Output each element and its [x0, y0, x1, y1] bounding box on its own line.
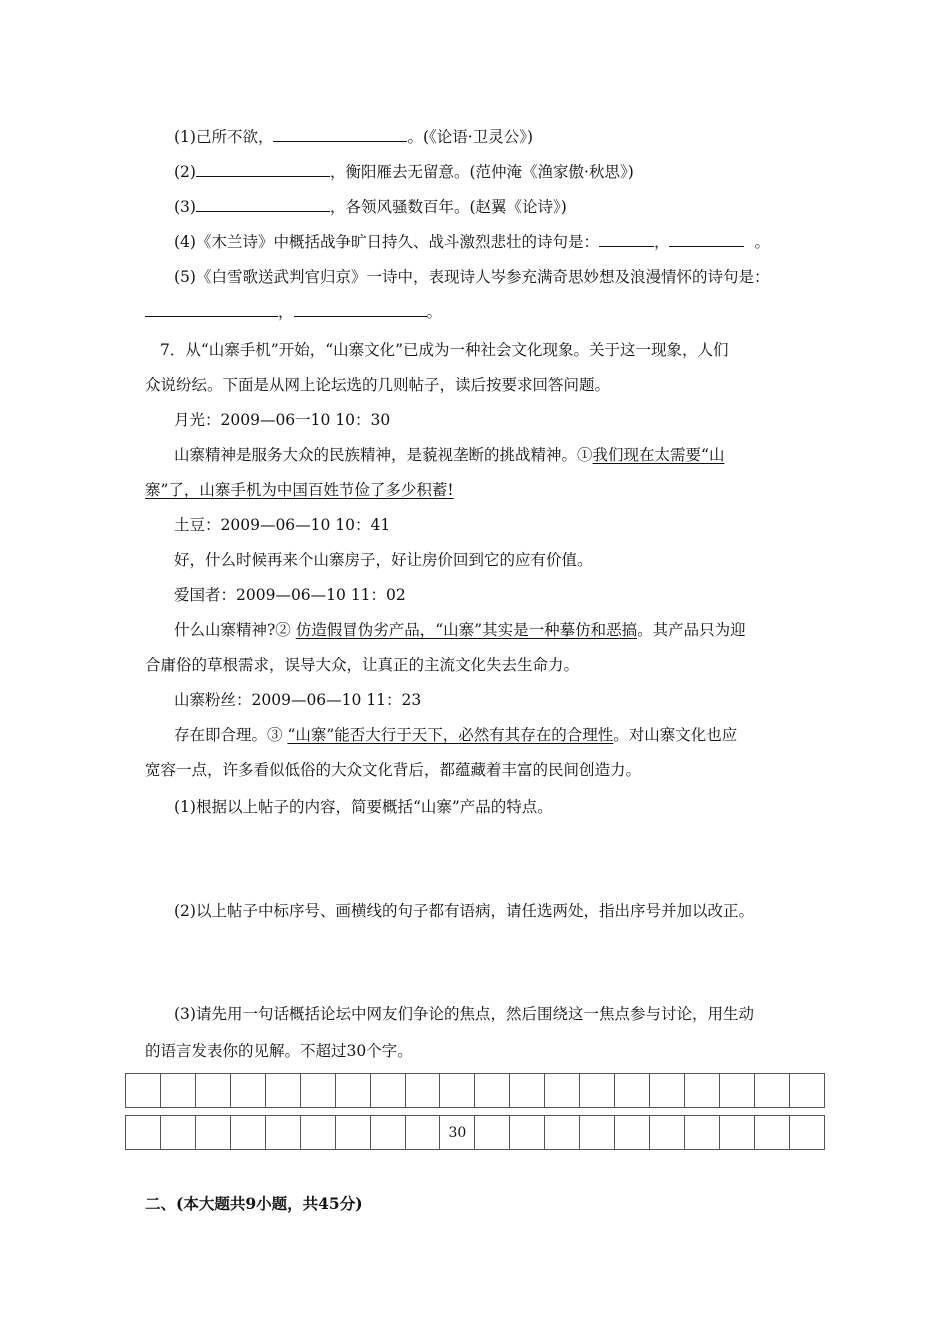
poem-text: ，各领风骚数百年。(赵翼《论诗》): [329, 198, 567, 216]
answer-blank[interactable]: [599, 231, 654, 247]
post-text: 什么山寨精神?②: [174, 621, 296, 639]
grid-cell[interactable]: [650, 1116, 685, 1150]
end-mark: 。: [754, 233, 770, 251]
grid-cell[interactable]: [160, 1074, 195, 1108]
grid-cell[interactable]: [510, 1074, 545, 1108]
grid-cell[interactable]: [615, 1116, 650, 1150]
underlined-sentence-1-cont: 寨”了，山寨手机为中国百姓节俭了多少积蓄!: [145, 481, 454, 499]
grid-cell[interactable]: [335, 1116, 370, 1150]
grid-cell[interactable]: [615, 1074, 650, 1108]
grid-cell[interactable]: [580, 1074, 615, 1108]
item-number: (3): [174, 198, 196, 216]
q7-intro-line-2: 众说纷纭。下面是从网上论坛选的几则帖子，读后按要求回答问题。: [145, 376, 611, 394]
q6-line-1: [174, 126, 533, 148]
post-3-header: 爱国者：2009—06—10 11：02: [174, 586, 406, 604]
post-text: 存在即合理。③: [174, 726, 288, 744]
grid-gap-row: [126, 1108, 825, 1116]
grid-cell[interactable]: [440, 1074, 475, 1108]
sub-question-1: (1)根据以上帖子的内容，简要概括“山寨”产品的特点。: [174, 798, 553, 816]
post-2-text: 好，什么时候再来个山寨房子，好让房价回到它的应有价值。: [174, 551, 593, 569]
grid-cell-count-mark: 30: [440, 1116, 475, 1150]
separator: ，: [653, 233, 670, 251]
grid-cell[interactable]: [370, 1074, 405, 1108]
post-1-header: 月光：2009—06一10 10：30: [174, 411, 391, 429]
underlined-sentence-2: 仿造假冒伪劣产品，“山寨”其实是一种摹仿和恶搞: [295, 621, 638, 639]
grid-cell[interactable]: [335, 1074, 370, 1108]
grid-cell[interactable]: [685, 1074, 720, 1108]
grid-row: [126, 1116, 825, 1150]
grid-cell[interactable]: [195, 1074, 230, 1108]
grid-row: [126, 1074, 825, 1108]
grid-cell[interactable]: [475, 1074, 510, 1108]
post-4-text: [174, 724, 737, 746]
grid-cell[interactable]: [545, 1116, 580, 1150]
answer-blank[interactable]: [196, 196, 330, 212]
grid-cell[interactable]: [405, 1116, 440, 1150]
q6-line-4: [174, 231, 770, 253]
underlined-sentence-3: “山寨”能否大行于天下，必然有其存在的合理性: [287, 726, 614, 744]
grid-cell[interactable]: [195, 1116, 230, 1150]
grid-cell[interactable]: [510, 1116, 545, 1150]
grid-cell[interactable]: [300, 1074, 335, 1108]
post-text: 。对山寨文化也应: [613, 726, 738, 744]
poem-text: ，衡阳雁去无留意。(范仲淹《渔家傲·秋思》): [329, 163, 634, 181]
grid-gap: [126, 1108, 825, 1116]
post-1-text-cont: [145, 479, 454, 501]
sub-question-2: (2)以上帖子中标序号、画横线的句子都有语病，请任选两处，指出序号并加以改正。: [174, 902, 754, 920]
item-number: (1): [174, 128, 196, 146]
grid-cell[interactable]: [789, 1074, 824, 1108]
grid-cell[interactable]: [789, 1116, 824, 1150]
post-1-text: [174, 444, 724, 466]
answer-grid: [125, 1073, 825, 1150]
q7-intro-line-1: 7．从“山寨手机”开始，“山寨文化”已成为一种社会文化现象。关于这一现象，人们: [160, 341, 729, 359]
grid-cell[interactable]: [126, 1074, 161, 1108]
poem-text: 己所不欲，: [195, 128, 274, 146]
q6-line-5-answer: [145, 301, 442, 323]
post-3-text: [174, 619, 746, 641]
q6-line-5: [174, 266, 769, 288]
separator: ，: [278, 303, 294, 321]
post-text: 山寨精神是服务大众的民族精神，是藐视垄断的挑战精神。①: [174, 446, 593, 464]
grid-cell[interactable]: [300, 1116, 335, 1150]
answer-blank[interactable]: [294, 301, 427, 317]
question-text: (4)《木兰诗》中概括战争旷日持久、战斗激烈悲壮的诗句是：: [174, 233, 599, 251]
grid-cell[interactable]: [230, 1074, 265, 1108]
grid-cell[interactable]: [650, 1074, 685, 1108]
grid-cell[interactable]: [754, 1116, 789, 1150]
grid-cell[interactable]: [754, 1074, 789, 1108]
grid-cell[interactable]: [685, 1116, 720, 1150]
post-4-header: 山寨粉丝：2009—06—10 11：23: [174, 691, 422, 709]
post-4-text-cont: 宽容一点，许多看似低俗的大众文化背后，都蕴藏着丰富的民间创造力。: [145, 761, 642, 779]
item-number: (2): [174, 163, 196, 181]
answer-blank[interactable]: [669, 231, 744, 247]
section-2-heading: 二、(本大题共9小题，共45分): [145, 1194, 363, 1213]
grid-cell[interactable]: [580, 1116, 615, 1150]
grid-cell[interactable]: [230, 1116, 265, 1150]
end-mark: 。: [426, 303, 443, 321]
post-text: 。其产品只为迎: [637, 621, 746, 639]
answer-blank[interactable]: [196, 161, 330, 177]
grid-cell[interactable]: [719, 1074, 754, 1108]
grid-cell[interactable]: [265, 1074, 300, 1108]
q6-line-2: [174, 161, 634, 183]
post-2-header: 土豆：2009—06—10 10：41: [174, 516, 391, 534]
grid-cell[interactable]: [265, 1116, 300, 1150]
question-text: (5)《白雪歌送武判官归京》一诗中，表现诗人岑参充满奇思妙想及浪漫情怀的诗句是：: [174, 268, 770, 286]
answer-blank[interactable]: [145, 301, 278, 317]
grid-cell[interactable]: [545, 1074, 580, 1108]
poem-source: 。(《论语·卫灵公》): [407, 128, 534, 146]
q6-line-3: [174, 196, 567, 218]
grid-cell[interactable]: [475, 1116, 510, 1150]
grid-cell[interactable]: [126, 1116, 161, 1150]
grid-cell[interactable]: [405, 1074, 440, 1108]
sub-question-3: (3)请先用一句话概括论坛中网友们争论的焦点，然后围绕这一焦点参与讨论，用生动: [174, 1005, 754, 1023]
sub-question-3-cont: 的语言发表你的见解。不超过30个字。: [145, 1042, 413, 1060]
answer-blank[interactable]: [273, 126, 407, 142]
grid-cell[interactable]: [719, 1116, 754, 1150]
post-3-text-cont: 合庸俗的草根需求，误导大众，让真正的主流文化失去生命力。: [145, 656, 580, 674]
underlined-sentence-1: 我们现在太需要“山: [592, 446, 725, 464]
grid-cell[interactable]: [370, 1116, 405, 1150]
grid-cell[interactable]: [160, 1116, 195, 1150]
